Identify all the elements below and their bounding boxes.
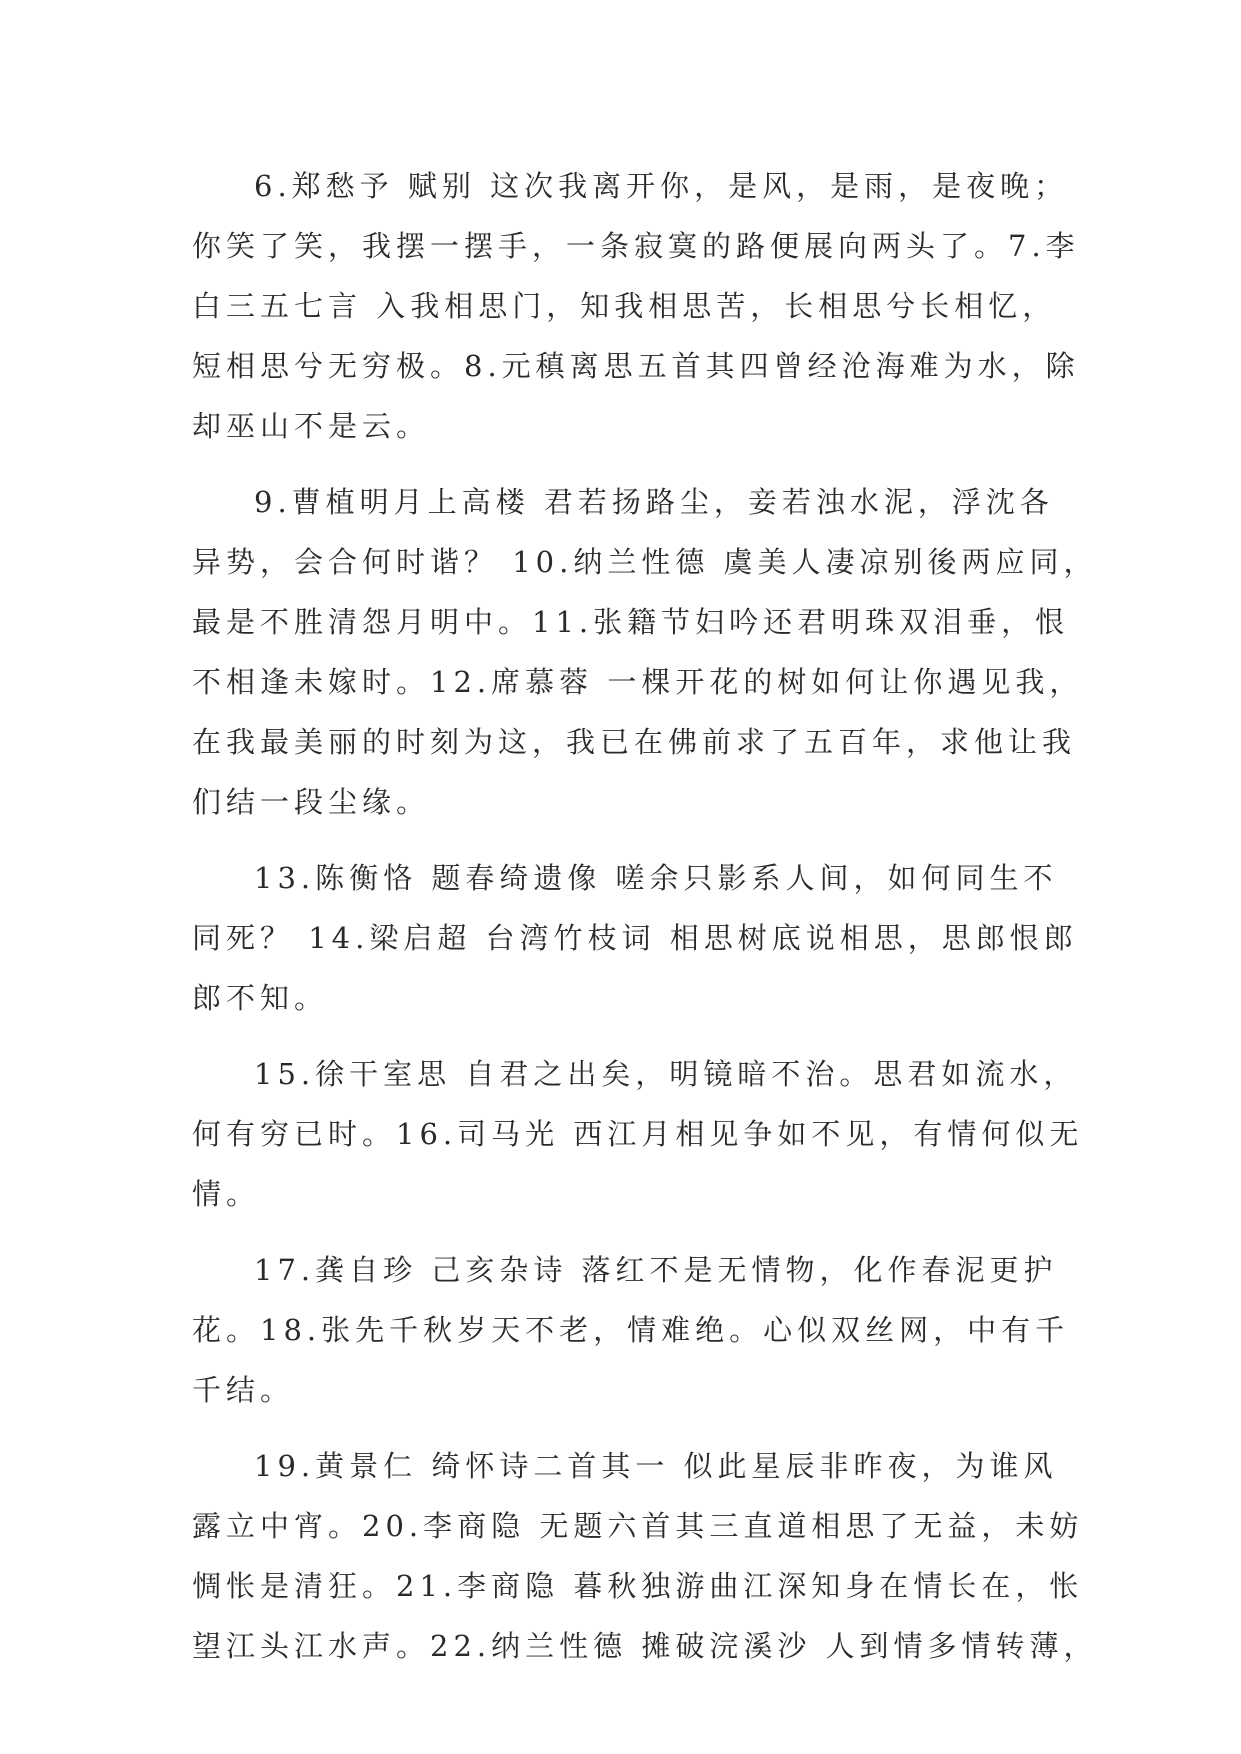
text-line: 短相思兮无穷极。8.元稹离思五首其四曾经沧海难为水，除 bbox=[192, 349, 1080, 383]
text-line: 情。 bbox=[192, 1177, 261, 1211]
text-line: 9.曹植明月上高楼 君若扬路尘，妾若浊水泥，浮沈各 bbox=[254, 485, 1054, 519]
text-line: 19.黄景仁 绮怀诗二首其一 似此星辰非昨夜，为谁风 bbox=[254, 1449, 1058, 1483]
text-line: 你笑了笑，我摆一摆手，一条寂寞的路便展向两头了。7.李 bbox=[192, 229, 1080, 263]
text-line: 17.龚自珍 己亥杂诗 落红不是无情物，化作春泥更护 bbox=[254, 1253, 1058, 1287]
text-line: 异势，会合何时谐？ 10.纳兰性德 虞美人凄凉别後两应同， bbox=[192, 545, 1098, 579]
text-line: 望江头江水声。22.纳兰性德 摊破浣溪沙 人到情多情转薄， bbox=[192, 1629, 1098, 1663]
text-line: 惆怅是清狂。21.李商隐 暮秋独游曲江深知身在情长在，怅 bbox=[192, 1569, 1084, 1603]
text-line: 13.陈衡恪 题春绮遗像 嗟余只影系人间，如何同生不 bbox=[254, 861, 1058, 895]
paragraph-6 bbox=[192, 1436, 1098, 1676]
text-line: 白三五七言 入我相思门，知我相思苦，长相思兮长相忆， bbox=[192, 289, 1057, 323]
text-line: 却巫山不是云。 bbox=[192, 409, 431, 443]
text-line: 郎不知。 bbox=[192, 981, 329, 1015]
text-line: 在我最美丽的时刻为这，我已在佛前求了五百年，求他让我 bbox=[192, 725, 1077, 759]
text-line: 最是不胜清怨月明中。11.张籍节妇吟还君明珠双泪垂，恨 bbox=[192, 605, 1070, 639]
text-line: 花。18.张先千秋岁天不老，情难绝。心似双丝网，中有千 bbox=[192, 1313, 1070, 1347]
text-line: 露立中宵。20.李商隐 无题六首其三直道相思了无益，未妨 bbox=[192, 1509, 1084, 1543]
paragraph-1 bbox=[192, 156, 1080, 456]
text-line: 们结一段尘缘。 bbox=[192, 785, 431, 819]
paragraph-5 bbox=[192, 1240, 1070, 1420]
paragraph-3 bbox=[192, 848, 1078, 1028]
paragraph-2 bbox=[192, 472, 1098, 832]
text-line: 6.郑愁予 赋别 这次我离开你，是风，是雨，是夜晚； bbox=[254, 169, 1069, 203]
document-body bbox=[192, 156, 1098, 1692]
text-line: 何有穷已时。16.司马光 西江月相见争如不见，有情何似无 bbox=[192, 1117, 1084, 1151]
text-line: 同死？ 14.梁启超 台湾竹枝词 相思树底说相思，思郎恨郎 bbox=[192, 921, 1078, 955]
paragraph-4 bbox=[192, 1044, 1084, 1224]
text-line: 千结。 bbox=[192, 1373, 295, 1407]
text-line: 不相逢未嫁时。12.席慕蓉 一棵开花的树如何让你遇见我， bbox=[192, 665, 1084, 699]
text-line: 15.徐干室思 自君之出矣，明镜暗不治。思君如流水， bbox=[254, 1057, 1078, 1091]
